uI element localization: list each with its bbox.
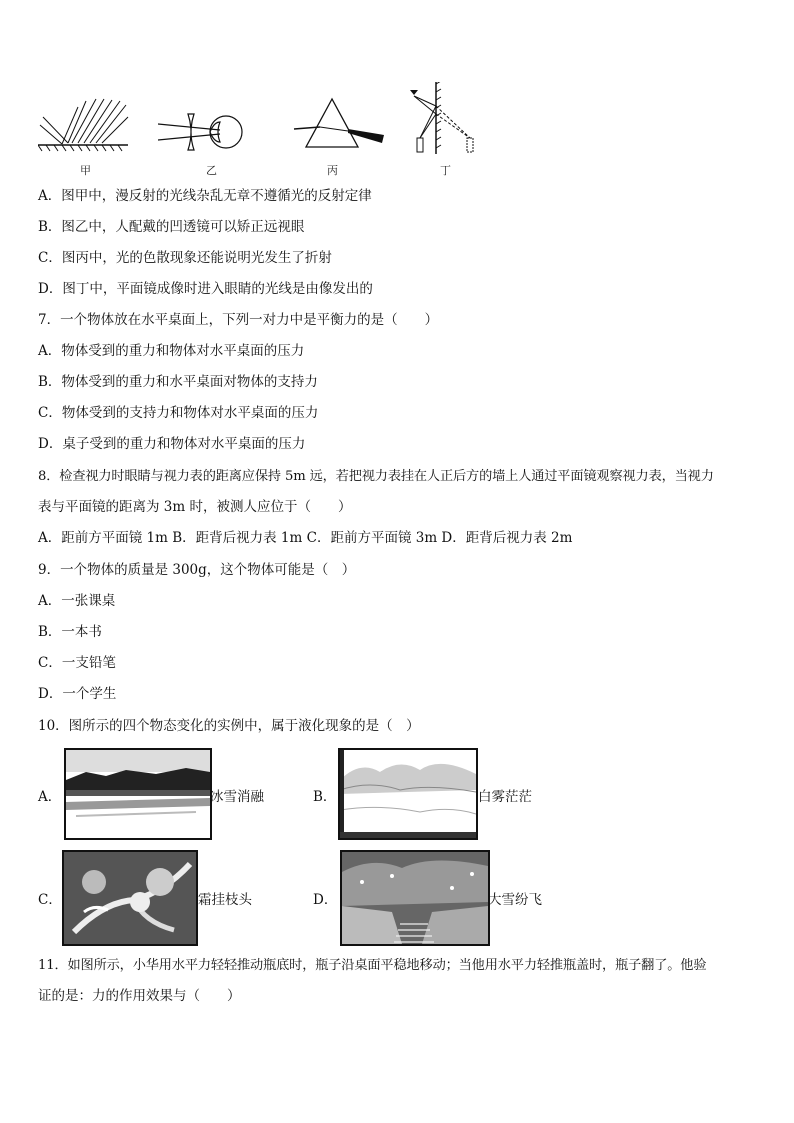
q8-stem-line2: 表与平面镜的距离为 3m 时，被测人应位于（ ） (38, 499, 352, 515)
q6-option-a: A．图甲中，漫反射的光线杂乱无章不遵循光的反射定律 (38, 188, 372, 204)
q10-frost-photo (62, 850, 198, 946)
q10-option-c-label: 霜挂枝头 (198, 892, 252, 908)
q9-option-b: B．一本书 (38, 624, 102, 640)
q11-stem-line2: 证的是：力的作用效果与（ ） (38, 988, 241, 1004)
q6-option-c: C．图丙中，光的色散现象还能说明光发生了折射 (38, 250, 332, 266)
q10-option-a-letter: A． (38, 789, 62, 805)
prism-dispersion-figure (292, 95, 387, 155)
q10-ice-melting-photo (64, 748, 212, 840)
q7-option-c: C．物体受到的支持力和物体对水平桌面的压力 (38, 405, 319, 421)
figure-caption-ding: 丁 (440, 164, 451, 177)
q9-option-a: A．一张课桌 (38, 593, 116, 609)
q8-stem-line1: 8．检查视力时眼睛与视力表的距离应保持 5m 远，若把视力表挂在人正后方的墙上人通过平面镜观察视力表，当视力 (38, 469, 714, 484)
concave-lens-eye-figure (158, 110, 248, 155)
q10-stem: 10．图所示的四个物态变化的实例中，属于液化现象的是（ ） (38, 718, 420, 734)
q6-option-d: D．图丁中，平面镜成像时进入眼睛的光线是由像发出的 (38, 281, 373, 297)
figure-caption-bing: 丙 (327, 164, 338, 177)
q9-option-d: D．一个学生 (38, 686, 117, 702)
q7-option-a: A．物体受到的重力和物体对水平桌面的压力 (38, 343, 305, 359)
q6-option-b: B．图乙中，人配戴的凹透镜可以矫正远视眼 (38, 219, 305, 235)
q10-option-a-label: 冰雪消融 (210, 789, 264, 805)
q7-option-b: B．物体受到的重力和水平桌面对物体的支持力 (38, 374, 318, 390)
q9-stem: 9．一个物体的质量是 300g，这个物体可能是（ ） (38, 562, 356, 578)
q11-stem-line1: 11．如图所示，小华用水平力轻轻推动瓶底时，瓶子沿桌面平稳地移动；当他用水平力轻推瓶盖时，瓶子翻了。他验 (38, 958, 707, 973)
q10-option-c-letter: C． (38, 892, 62, 908)
q10-option-b-letter: B． (313, 789, 337, 805)
figure-caption-jia: 甲 (80, 164, 91, 177)
q10-option-d-letter: D． (313, 892, 338, 908)
q10-snow-photo (340, 850, 490, 946)
q9-option-c: C．一支铅笔 (38, 655, 116, 671)
diffuse-reflection-figure (38, 95, 133, 155)
plane-mirror-figure (408, 82, 483, 157)
q10-fog-photo (338, 748, 478, 840)
q10-option-b-label: 白雾茫茫 (478, 789, 532, 805)
q8-options: A．距前方平面镜 1m B．距背后视力表 1m C．距前方平面镜 3m D．距背后视力表 2m (38, 530, 573, 546)
q10-option-d-label: 大雪纷飞 (488, 892, 542, 908)
q7-stem: 7．一个物体放在水平桌面上，下列一对力中是平衡力的是（ ） (38, 312, 439, 328)
q7-option-d: D．桌子受到的重力和物体对水平桌面的压力 (38, 436, 306, 452)
figure-caption-yi: 乙 (206, 164, 217, 177)
